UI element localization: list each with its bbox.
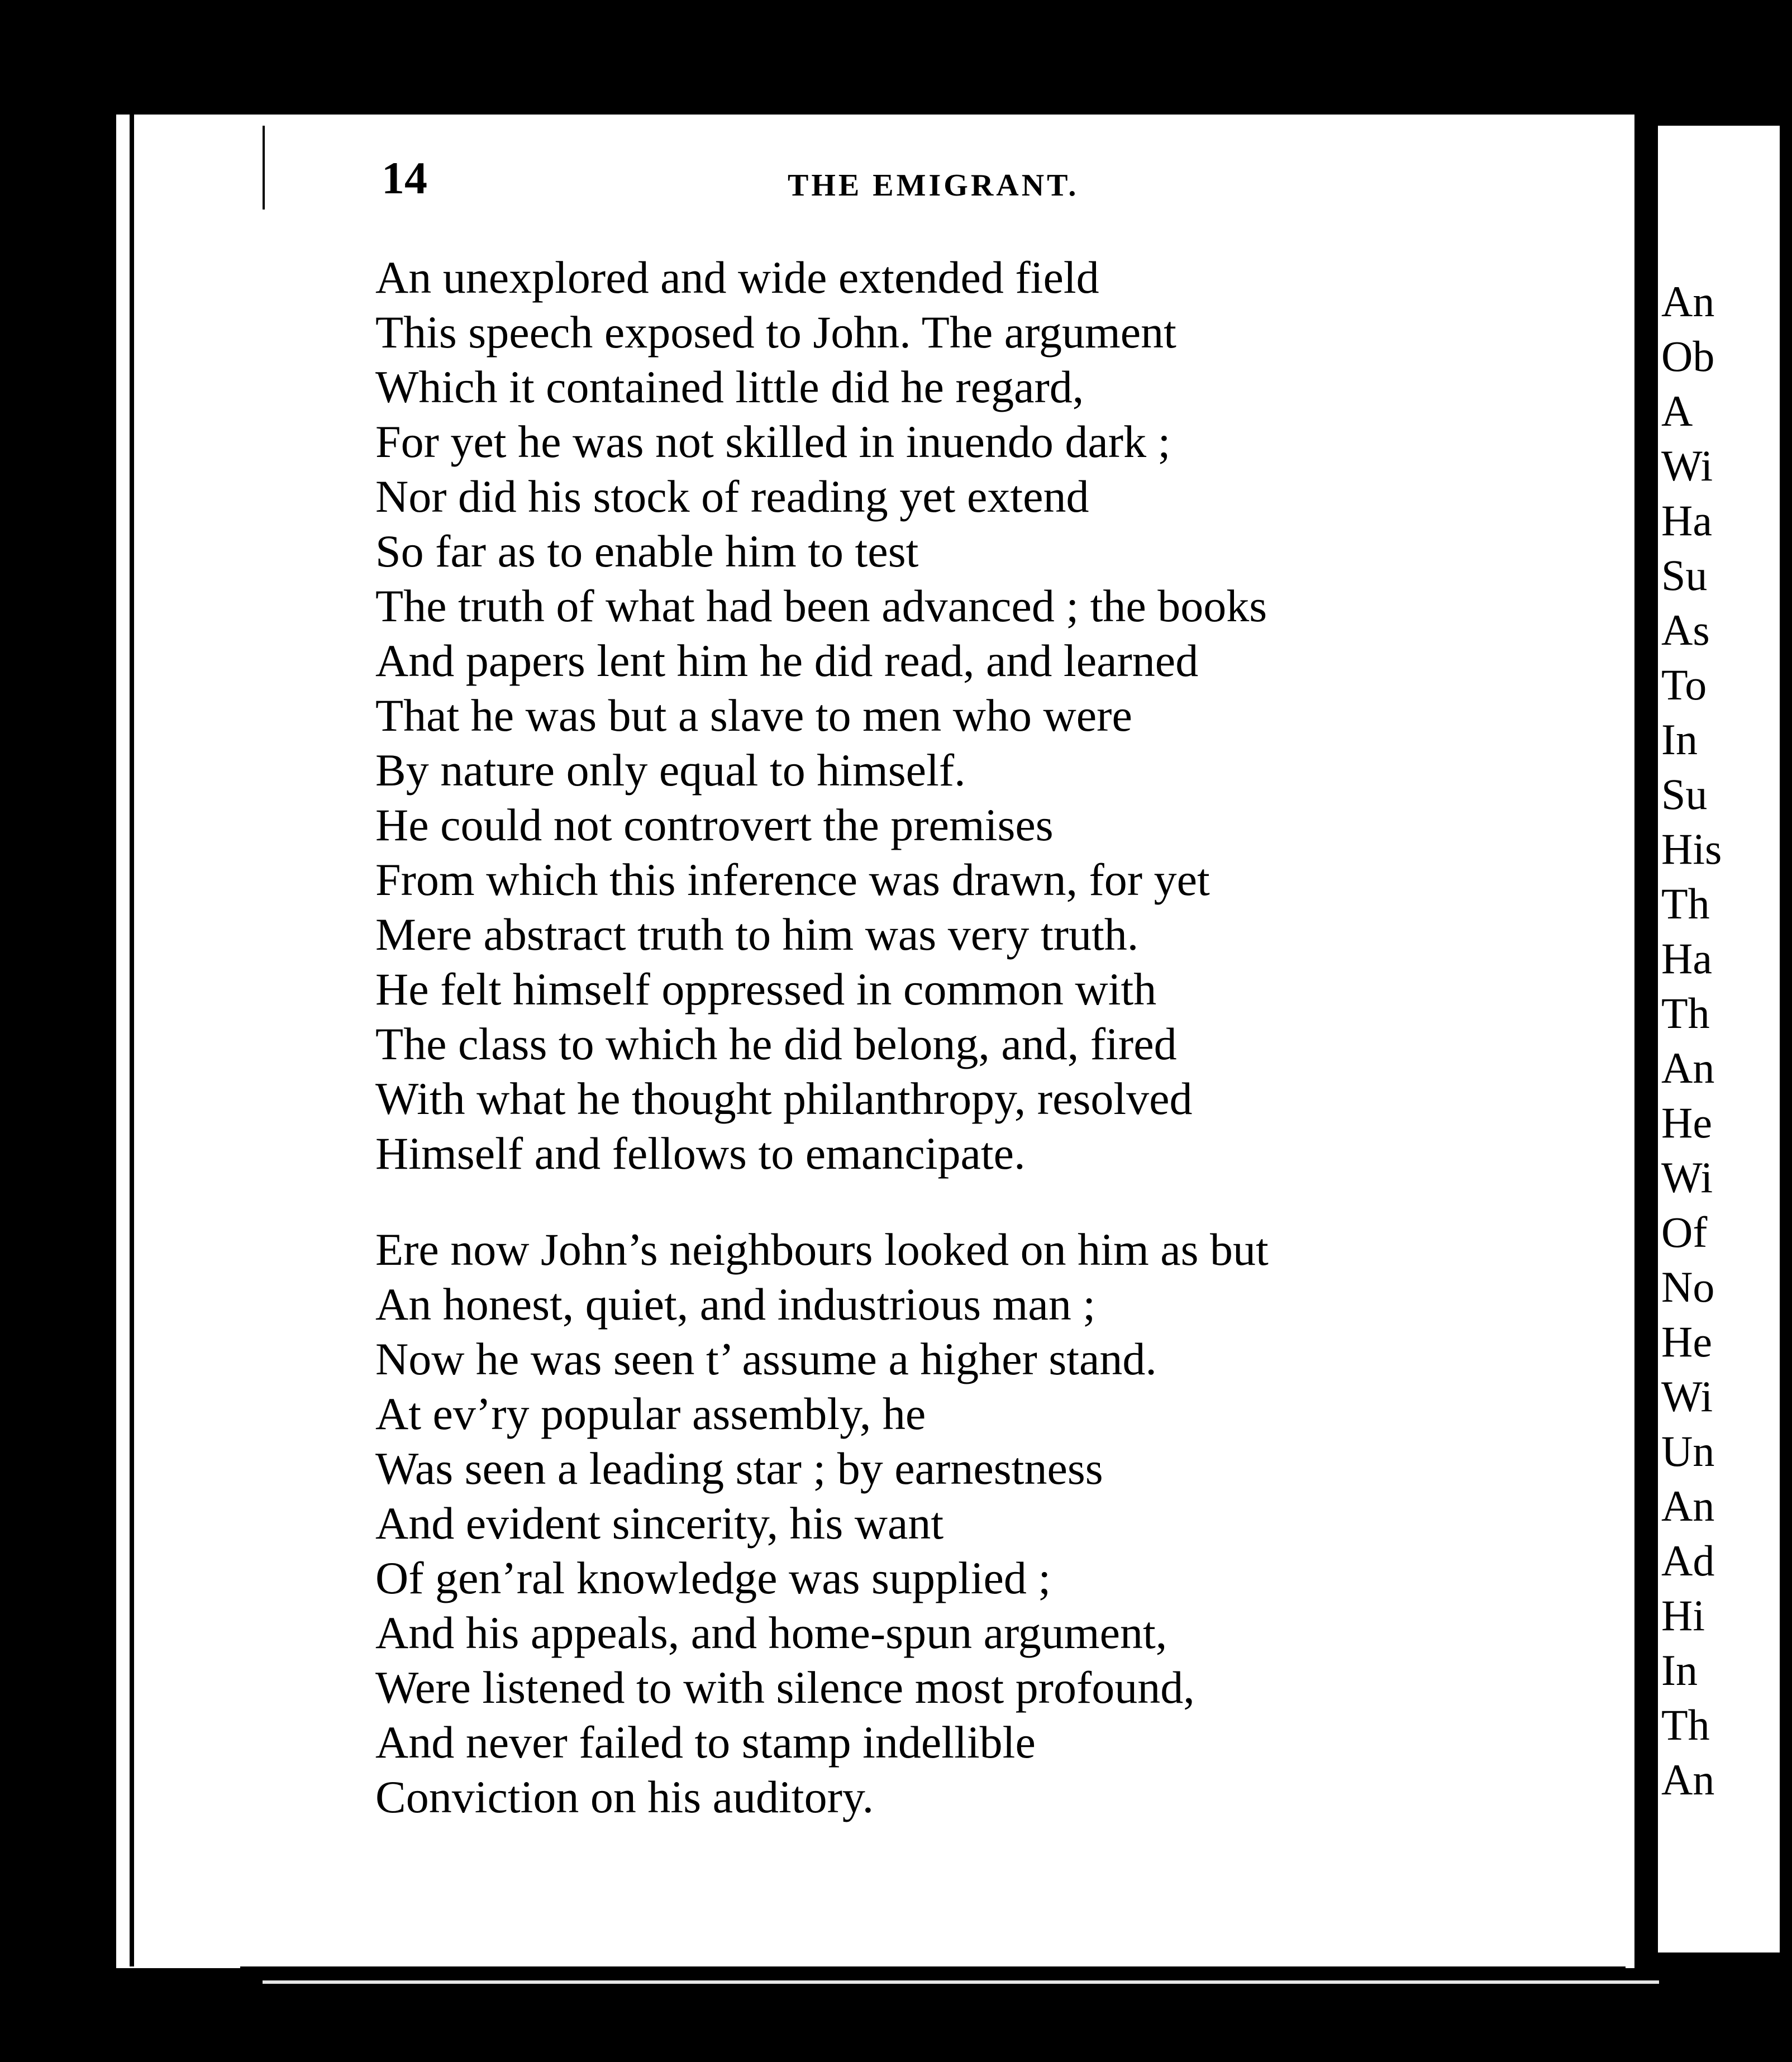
- poem-line: This speech exposed to John. The argument: [375, 307, 1176, 358]
- page-crease: [263, 126, 265, 209]
- facing-page-line-start: A: [1661, 387, 1693, 435]
- page-number: 14: [382, 153, 427, 203]
- poem-line: Conviction on his auditory.: [375, 1771, 874, 1822]
- poem-line: Were listened to with silence most profound,: [375, 1662, 1195, 1713]
- poem-line: Was seen a leading star ; by earnestness: [375, 1443, 1103, 1494]
- facing-page-line-start: Ha: [1661, 496, 1712, 545]
- facing-page-line-start: Th: [1661, 879, 1710, 928]
- scan-speck: [196, 888, 200, 893]
- poem-line: And papers lent him he did read, and learned: [375, 635, 1199, 686]
- facing-page-line-start: He: [1661, 1098, 1712, 1147]
- poem-line: An honest, quiet, and industrious man ;: [375, 1279, 1096, 1330]
- poem-line: He could not controvert the premises: [375, 799, 1054, 850]
- poem-line: And never failed to stamp indellible: [375, 1717, 1036, 1768]
- scan-speck: [1620, 626, 1623, 629]
- scan-speck: [201, 1307, 205, 1311]
- poem-line: At ev’ry popular assembly, he: [375, 1388, 926, 1439]
- poem-line: Now he was seen t’ assume a higher stand.: [375, 1334, 1157, 1384]
- poem-line: And evident sincerity, his want: [375, 1498, 944, 1549]
- poem-line: From which this inference was drawn, for yet: [375, 854, 1210, 905]
- poem-line: Which it contained little did he regard,: [375, 361, 1084, 412]
- facing-page-line-start: Ha: [1661, 934, 1712, 983]
- facing-page-line-start: He: [1661, 1317, 1712, 1366]
- facing-page-line-start: Su: [1661, 770, 1708, 818]
- facing-page-line-start: Wi: [1661, 441, 1713, 490]
- facing-page-line-start: His: [1661, 825, 1722, 873]
- facing-page-line-start: In: [1661, 715, 1698, 764]
- poem-line: That he was but a slave to men who were: [375, 690, 1132, 741]
- facing-page-fragment: [1646, 126, 1780, 1953]
- poem-line: By nature only equal to himself.: [375, 745, 966, 796]
- poem-line: Ere now John’s neighbours looked on him as but: [375, 1224, 1269, 1275]
- poem-line: Mere abstract truth to him was very truth.: [375, 909, 1139, 960]
- poem-line: The class to which he did belong, and, fired: [375, 1018, 1177, 1069]
- poem-line: Of gen’ral knowledge was supplied ;: [375, 1553, 1051, 1603]
- poem-line: For yet he was not skilled in inuendo dark ;: [375, 416, 1171, 467]
- facing-page-line-start: Th: [1661, 989, 1710, 1037]
- poem-line: Himself and fellows to emancipate.: [375, 1128, 1026, 1179]
- poem-line: And his appeals, and home-spun argument,: [375, 1607, 1167, 1658]
- facing-page-line-start: To: [1661, 660, 1707, 709]
- facing-page-line-start: As: [1661, 606, 1710, 654]
- facing-page-line-start: Wi: [1661, 1153, 1713, 1202]
- poem-line: Nor did his stock of reading yet extend: [375, 471, 1089, 522]
- facing-page-line-start: An: [1661, 1482, 1715, 1530]
- facing-page-line-start: Hi: [1661, 1591, 1705, 1640]
- facing-page-line-start: An: [1661, 1044, 1715, 1092]
- facing-page-line-start: An: [1661, 277, 1715, 326]
- facing-page-line-start: Un: [1661, 1427, 1715, 1475]
- page-bottom-edge: [240, 1966, 1626, 1974]
- poem-stanza-1: [375, 250, 1267, 1181]
- poem-line: With what he thought philanthropy, resolved: [375, 1073, 1193, 1124]
- facing-page-line-start: An: [1661, 1755, 1715, 1804]
- poem-stanza-2: [375, 1222, 1269, 1825]
- facing-page-line-start: In: [1661, 1646, 1698, 1694]
- page-bottom-highlight: [263, 1980, 1659, 1984]
- poem-line: He felt himself oppressed in common with: [375, 964, 1157, 1015]
- facing-page-line-start: Ad: [1661, 1536, 1715, 1585]
- page-gutter-shadow: [130, 106, 134, 1966]
- poem-line: An unexplored and wide extended field: [375, 252, 1099, 303]
- facing-page-line-start: No: [1661, 1263, 1715, 1311]
- poem-line: The truth of what had been advanced ; the books: [375, 580, 1267, 631]
- facing-page-line-start: Th: [1661, 1701, 1710, 1749]
- running-head: THE EMIGRANT.: [788, 168, 1079, 203]
- facing-page-line-start: Su: [1661, 551, 1708, 599]
- facing-page-edge: [1646, 126, 1658, 1953]
- facing-page-line-start: Of: [1661, 1208, 1708, 1256]
- facing-page-line-start: Ob: [1661, 332, 1715, 380]
- poem-line: So far as to enable him to test: [375, 526, 919, 577]
- facing-page-line-start: Wi: [1661, 1372, 1713, 1421]
